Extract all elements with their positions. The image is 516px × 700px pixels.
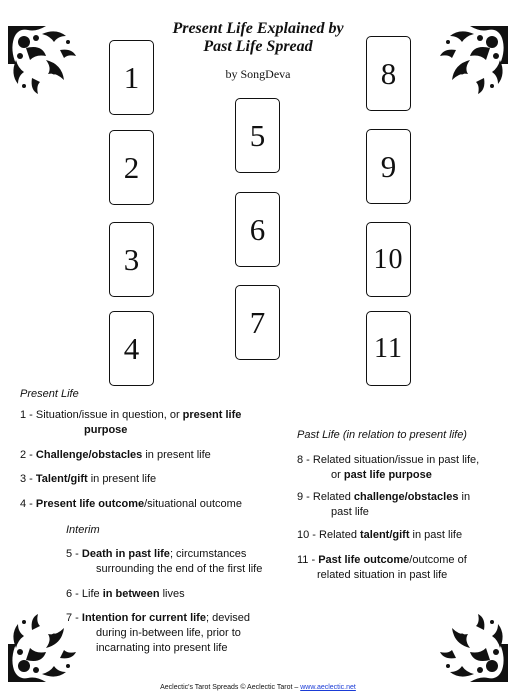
- corner-ornament-bottom-right: [424, 598, 510, 684]
- card-9: 9: [366, 129, 411, 204]
- byline: by SongDeva: [225, 67, 291, 81]
- card-2: 2: [109, 130, 154, 205]
- corner-ornament-top-left: [6, 24, 92, 110]
- position-5-description: 5 - Death in past life; circumstances surrounding the end of the first life: [66, 548, 263, 575]
- position-10-description: 10 - Related talent/gift in past life: [297, 529, 463, 541]
- card-4: 4: [109, 311, 154, 386]
- position-4-description: 4 - Present life outcome/situational outcome: [20, 498, 242, 510]
- past-life-heading: Past Life (in relation to present life): [297, 429, 467, 441]
- footer: [0, 684, 516, 691]
- card-1: 1: [109, 40, 154, 115]
- card-6: 6: [235, 192, 280, 267]
- card-3: 3: [109, 222, 154, 297]
- interim-heading: Interim: [66, 524, 100, 536]
- card-10: 10: [366, 222, 411, 297]
- position-6-description: 6 - Life in between lives: [66, 588, 185, 600]
- present-life-heading: Present Life: [20, 388, 79, 400]
- position-7-description: 7 - Intention for current life; devised during in-between life, prior to incarnating into present life: [66, 612, 250, 654]
- position-3-description: 3 - Talent/gift in present life: [20, 473, 157, 485]
- card-7: 7: [235, 285, 280, 360]
- card-11: 11: [366, 311, 411, 386]
- footer-link[interactable]: www.aeclectic.net: [300, 684, 356, 691]
- position-11-description: 11 - Past life outcome/outcome of related situation in past life: [297, 554, 467, 581]
- position-8-description: 8 - Related situation/issue in past life, or past life purpose: [297, 454, 480, 481]
- card-8: 8: [366, 36, 411, 111]
- position-2-description: 2 - Challenge/obstacles in present life: [20, 449, 211, 461]
- footer-text: Aeclectic's Tarot Spreads © Aeclectic Tarot –: [160, 684, 301, 691]
- corner-ornament-top-right: [424, 24, 510, 110]
- title-line-2: Past Life Spread: [203, 38, 313, 55]
- title-line-1: Present Life Explained by: [172, 20, 344, 37]
- position-9-description: 9 - Related challenge/obstacles in past life: [297, 491, 471, 518]
- position-1-description: 1 - Situation/issue in question, or present life purpose: [20, 409, 242, 436]
- card-5: 5: [235, 98, 280, 173]
- page-title: [120, 20, 396, 56]
